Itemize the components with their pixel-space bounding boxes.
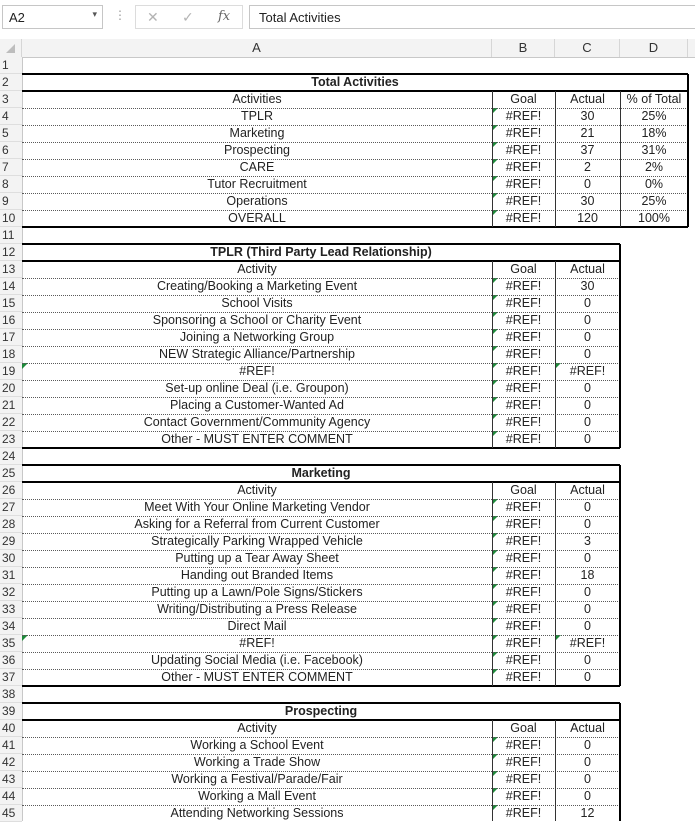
- cell-border: [22, 108, 688, 109]
- tplr-activity-cell[interactable]: Joining a Networking Group: [179, 330, 335, 344]
- row-header-27[interactable]: 27: [0, 499, 22, 516]
- marketing-goal-cell[interactable]: #REF!: [505, 551, 542, 565]
- row-header-32[interactable]: 32: [0, 584, 22, 601]
- tplr-goal-cell[interactable]: #REF!: [505, 279, 542, 293]
- row-header-41[interactable]: 41: [0, 737, 22, 754]
- marketing-goal-cell[interactable]: #REF!: [505, 619, 542, 633]
- total_activities-goal-cell[interactable]: #REF!: [505, 109, 542, 123]
- column-header-a[interactable]: A: [22, 39, 492, 57]
- cell-border: [22, 481, 620, 483]
- row-header-13[interactable]: 13: [0, 261, 22, 278]
- marketing-goal-cell[interactable]: #REF!: [505, 602, 542, 616]
- marketing-goal-cell[interactable]: #REF!: [505, 585, 542, 599]
- tplr-goal-cell[interactable]: #REF!: [505, 381, 542, 395]
- tplr-actual-cell[interactable]: 0: [584, 330, 591, 344]
- marketing-activity-cell[interactable]: Writing/Distributing a Press Release: [157, 602, 357, 616]
- cell-border: [22, 754, 620, 755]
- row-header-17[interactable]: 17: [0, 329, 22, 346]
- row-header-8[interactable]: 8: [0, 176, 22, 193]
- tplr-activity-cell[interactable]: NEW Strategic Alliance/Partnership: [159, 347, 355, 361]
- row-header-42[interactable]: 42: [0, 754, 22, 771]
- marketing-activity-cell[interactable]: Other - MUST ENTER COMMENT: [161, 670, 353, 684]
- prospecting-actual-cell[interactable]: 12: [580, 806, 595, 820]
- marketing-header-actual[interactable]: Actual: [570, 483, 605, 497]
- tplr-goal-cell[interactable]: #REF!: [505, 313, 542, 327]
- tplr-goal-cell[interactable]: #REF!: [505, 432, 542, 446]
- marketing-actual-cell[interactable]: 0: [584, 551, 591, 565]
- cell-border: [22, 329, 620, 330]
- marketing-actual-cell[interactable]: 0: [584, 517, 591, 531]
- cell-border: [22, 601, 620, 602]
- total_activities-goal-cell[interactable]: #REF!: [505, 143, 542, 157]
- marketing-goal-cell[interactable]: #REF!: [505, 500, 542, 514]
- marketing-actual-cell[interactable]: 0: [584, 670, 591, 684]
- cell-border: [620, 91, 621, 227]
- row-header-1[interactable]: 1: [0, 57, 22, 74]
- prospecting-goal-cell[interactable]: #REF!: [505, 806, 542, 820]
- formula-input-value: Total Activities: [259, 10, 341, 25]
- cell-border: [22, 618, 620, 619]
- cell-border: [619, 465, 621, 686]
- total_activities-header-actual[interactable]: Actual: [570, 92, 605, 106]
- marketing-goal-cell[interactable]: #REF!: [505, 568, 542, 582]
- fx-icon[interactable]: fx: [218, 9, 231, 24]
- tplr-actual-cell[interactable]: 30: [580, 279, 595, 293]
- cell-border: [22, 669, 620, 670]
- prospecting-goal-cell[interactable]: #REF!: [505, 789, 542, 803]
- marketing-activity-cell[interactable]: #REF!: [239, 636, 275, 650]
- marketing-actual-cell[interactable]: 18: [580, 568, 595, 582]
- prospecting-actual-cell[interactable]: 0: [584, 755, 591, 769]
- marketing-activity-cell[interactable]: Handing out Branded Items: [180, 568, 334, 582]
- tplr-title[interactable]: TPLR (Third Party Lead Relationship): [210, 245, 432, 259]
- tplr-activity-cell[interactable]: Contact Government/Community Agency: [143, 415, 371, 429]
- row-header-18[interactable]: 18: [0, 346, 22, 363]
- tplr-goal-cell[interactable]: #REF!: [505, 364, 542, 378]
- total_activities-actual-cell[interactable]: 30: [580, 194, 595, 208]
- cell-border: [22, 533, 620, 534]
- total_activities-activity-cell[interactable]: TPLR: [241, 109, 273, 123]
- marketing-activity-cell[interactable]: Putting up a Tear Away Sheet: [175, 551, 339, 565]
- chevron-down-icon[interactable]: ▾: [92, 9, 97, 19]
- total_activities-pct-cell[interactable]: 25%: [641, 194, 667, 208]
- tplr-activity-cell[interactable]: #REF!: [239, 364, 275, 378]
- marketing-actual-cell[interactable]: #REF!: [569, 636, 606, 650]
- total_activities-actual-cell[interactable]: 0: [584, 177, 591, 191]
- row-header-21[interactable]: 21: [0, 397, 22, 414]
- cell-border: [22, 464, 620, 466]
- cell-border: [492, 261, 493, 448]
- row-header-26[interactable]: 26: [0, 482, 22, 499]
- tplr-activity-cell[interactable]: Placing a Customer-Wanted Ad: [170, 398, 344, 412]
- row-header-29[interactable]: 29: [0, 533, 22, 550]
- row-header-16[interactable]: 16: [0, 312, 22, 329]
- row-header-15[interactable]: 15: [0, 295, 22, 312]
- cell-border: [22, 125, 688, 126]
- row-header-7[interactable]: 7: [0, 159, 22, 176]
- tplr-actual-cell[interactable]: 0: [584, 296, 591, 310]
- cell-border: [492, 91, 493, 227]
- tplr-goal-cell[interactable]: #REF!: [505, 415, 542, 429]
- cell-border: [22, 260, 620, 262]
- cell-border: [22, 652, 620, 653]
- marketing-goal-cell[interactable]: #REF!: [505, 653, 542, 667]
- cell-border: [22, 635, 620, 636]
- tplr-actual-cell[interactable]: 0: [584, 381, 591, 395]
- total_activities-activity-cell[interactable]: Tutor Recruitment: [207, 177, 307, 191]
- prospecting-activity-cell[interactable]: Working a Trade Show: [193, 755, 321, 769]
- row-header-34[interactable]: 34: [0, 618, 22, 635]
- cell-border: [22, 447, 620, 449]
- marketing-actual-cell[interactable]: 0: [584, 602, 591, 616]
- prospecting-activity-cell[interactable]: Working a Festival/Parade/Fair: [171, 772, 343, 786]
- cell-border: [22, 312, 620, 313]
- tplr-goal-cell[interactable]: #REF!: [505, 330, 542, 344]
- marketing-actual-cell[interactable]: 0: [584, 619, 591, 633]
- total_activities-activity-cell[interactable]: OVERALL: [228, 211, 286, 225]
- total_activities-goal-cell[interactable]: #REF!: [505, 126, 542, 140]
- column-header-b[interactable]: B: [492, 39, 555, 57]
- cell-border: [22, 193, 688, 194]
- cell-border: [22, 363, 620, 364]
- cell-border: [22, 499, 620, 500]
- tplr-header-activity[interactable]: Activity: [237, 262, 277, 276]
- total_activities-pct-cell[interactable]: 0%: [644, 177, 664, 191]
- tplr-actual-cell[interactable]: 0: [584, 432, 591, 446]
- total_activities-pct-cell[interactable]: 100%: [638, 211, 670, 225]
- marketing-header-goal[interactable]: Goal: [510, 483, 537, 497]
- prospecting-activity-cell[interactable]: Working a School Event: [190, 738, 324, 752]
- formula-bar: [0, 0, 695, 36]
- tplr-activity-cell[interactable]: School Visits: [221, 296, 293, 310]
- total_activities-goal-cell[interactable]: #REF!: [505, 177, 542, 191]
- marketing-activity-cell[interactable]: Updating Social Media (i.e. Facebook): [151, 653, 363, 667]
- formula-buttons: [135, 5, 243, 29]
- row-header-4[interactable]: 4: [0, 108, 22, 125]
- prospecting-goal-cell[interactable]: #REF!: [505, 755, 542, 769]
- cell-border: [492, 482, 493, 686]
- marketing-activity-cell[interactable]: Direct Mail: [227, 619, 287, 633]
- total_activities-activity-cell[interactable]: Marketing: [229, 126, 285, 140]
- prospecting-activity-cell[interactable]: Working a Mall Event: [198, 789, 316, 803]
- tplr-activity-cell[interactable]: Creating/Booking a Marketing Event: [156, 279, 358, 293]
- cell-border: [22, 414, 620, 415]
- cell-border: [492, 720, 493, 821]
- cancel-icon[interactable]: ✕: [147, 9, 159, 25]
- marketing-title[interactable]: Marketing: [291, 466, 351, 480]
- cell-border: [22, 397, 620, 398]
- total_activities-goal-cell[interactable]: #REF!: [505, 194, 542, 208]
- marketing-activity-cell[interactable]: Meet With Your Online Marketing Vendor: [144, 500, 370, 514]
- cell-border: [22, 685, 620, 687]
- cell-border: [555, 91, 556, 227]
- row-header-39[interactable]: 39: [0, 703, 22, 720]
- marketing-actual-cell[interactable]: 0: [584, 653, 591, 667]
- row-header-19[interactable]: 19: [0, 363, 22, 380]
- total_activities-activity-cell[interactable]: Prospecting: [223, 143, 290, 157]
- cell-border: [619, 703, 621, 821]
- row-header-9[interactable]: 9: [0, 193, 22, 210]
- cell-border: [22, 550, 620, 551]
- prospecting-actual-cell[interactable]: 0: [584, 738, 591, 752]
- cell-border: [22, 719, 620, 721]
- column-header: [0, 39, 695, 58]
- select-all-corner[interactable]: [0, 39, 22, 57]
- tplr-goal-cell[interactable]: #REF!: [505, 347, 542, 361]
- total_activities-title[interactable]: Total Activities: [311, 75, 399, 89]
- row-header-12[interactable]: 12: [0, 244, 22, 261]
- cell-border: [22, 278, 620, 279]
- prospecting-header-actual[interactable]: Actual: [570, 721, 605, 735]
- select-all-icon: [6, 44, 15, 53]
- tplr-goal-cell[interactable]: #REF!: [505, 398, 542, 412]
- row-header-45[interactable]: 45: [0, 805, 22, 822]
- row-header-22[interactable]: 22: [0, 414, 22, 431]
- tplr-actual-cell[interactable]: 0: [584, 398, 591, 412]
- cell-border: [22, 295, 620, 296]
- row-header-23[interactable]: 23: [0, 431, 22, 448]
- tplr-header-goal[interactable]: Goal: [510, 262, 537, 276]
- total_activities-pct-cell[interactable]: 25%: [641, 109, 667, 123]
- cell-border: [22, 805, 620, 806]
- row-header-40[interactable]: 40: [0, 720, 22, 737]
- more-options-icon[interactable]: ⋮: [114, 8, 126, 22]
- total_activities-activity-cell[interactable]: CARE: [239, 160, 275, 174]
- prospecting-activity-cell[interactable]: Attending Networking Sessions: [170, 806, 344, 820]
- tplr-goal-cell[interactable]: #REF!: [505, 296, 542, 310]
- name-box-value: A2: [9, 10, 25, 25]
- row-header: [0, 57, 23, 821]
- total_activities-actual-cell[interactable]: 120: [577, 211, 598, 225]
- row-header-30[interactable]: 30: [0, 550, 22, 567]
- cell-border: [22, 90, 688, 92]
- row-header-2[interactable]: 2: [0, 74, 22, 91]
- total_activities-header-pct[interactable]: % of Total: [626, 92, 682, 106]
- marketing-goal-cell[interactable]: #REF!: [505, 670, 542, 684]
- column-header-c[interactable]: C: [555, 39, 620, 57]
- total_activities-actual-cell[interactable]: 2: [584, 160, 591, 174]
- cell-border: [22, 159, 688, 160]
- total_activities-actual-cell[interactable]: 30: [580, 109, 595, 123]
- prospecting-goal-cell[interactable]: #REF!: [505, 772, 542, 786]
- row-header-5[interactable]: 5: [0, 125, 22, 142]
- total_activities-header-goal[interactable]: Goal: [510, 92, 537, 106]
- marketing-header-activity[interactable]: Activity: [237, 483, 277, 497]
- cell-border: [22, 243, 620, 245]
- tplr-actual-cell[interactable]: 0: [584, 347, 591, 361]
- formula-input[interactable]: [249, 5, 695, 29]
- tplr-actual-cell[interactable]: 0: [584, 415, 591, 429]
- prospecting-header-activity[interactable]: Activity: [237, 721, 277, 735]
- sheet-grid[interactable]: [22, 57, 695, 821]
- row-header-37[interactable]: 37: [0, 669, 22, 686]
- cell-border: [22, 788, 620, 789]
- row-header-31[interactable]: 31: [0, 567, 22, 584]
- cell-border: [555, 482, 556, 686]
- row-header-10[interactable]: 10: [0, 210, 22, 227]
- enter-icon[interactable]: ✓: [182, 9, 194, 25]
- row-header-36[interactable]: 36: [0, 652, 22, 669]
- cell-border: [22, 346, 620, 347]
- cell-border: [619, 244, 621, 448]
- tplr-activity-cell[interactable]: Sponsoring a School or Charity Event: [152, 313, 362, 327]
- cell-border: [22, 516, 620, 517]
- total_activities-activity-cell[interactable]: Operations: [226, 194, 288, 208]
- tplr-actual-cell[interactable]: #REF!: [569, 364, 606, 378]
- cell-border: [22, 210, 688, 211]
- prospecting-goal-cell[interactable]: #REF!: [505, 738, 542, 752]
- marketing-activity-cell[interactable]: Strategically Parking Wrapped Vehicle: [151, 534, 363, 548]
- cell-border: [687, 74, 689, 227]
- total_activities-header-activity[interactable]: Activities: [232, 92, 282, 106]
- row-header-24[interactable]: 24: [0, 448, 22, 465]
- cell-border: [22, 226, 688, 228]
- total_activities-goal-cell[interactable]: #REF!: [505, 211, 542, 225]
- cell-border: [22, 380, 620, 381]
- row-header-38[interactable]: 38: [0, 686, 22, 703]
- row-header-3[interactable]: 3: [0, 91, 22, 108]
- prospecting-actual-cell[interactable]: 0: [584, 772, 591, 786]
- tplr-activity-cell[interactable]: Set-up online Deal (i.e. Groupon): [165, 381, 349, 395]
- total_activities-pct-cell[interactable]: 2%: [644, 160, 664, 174]
- column-header-d[interactable]: D: [620, 39, 688, 57]
- row-header-33[interactable]: 33: [0, 601, 22, 618]
- row-header-43[interactable]: 43: [0, 771, 22, 788]
- total_activities-pct-cell[interactable]: 18%: [641, 126, 667, 140]
- prospecting-header-goal[interactable]: Goal: [510, 721, 537, 735]
- total_activities-actual-cell[interactable]: 21: [580, 126, 595, 140]
- marketing-goal-cell[interactable]: #REF!: [505, 534, 542, 548]
- row-header-20[interactable]: 20: [0, 380, 22, 397]
- cell-border: [555, 261, 556, 448]
- cell-border: [555, 720, 556, 821]
- marketing-actual-cell[interactable]: 0: [584, 500, 591, 514]
- marketing-actual-cell[interactable]: 3: [584, 534, 591, 548]
- cell-border: [22, 702, 620, 704]
- row-header-25[interactable]: 25: [0, 465, 22, 482]
- total_activities-actual-cell[interactable]: 37: [580, 143, 595, 157]
- cell-border: [22, 142, 688, 143]
- row-header-11[interactable]: 11: [0, 227, 22, 244]
- tplr-activity-cell[interactable]: Other - MUST ENTER COMMENT: [161, 432, 353, 446]
- marketing-actual-cell[interactable]: 0: [584, 585, 591, 599]
- marketing-activity-cell[interactable]: Putting up a Lawn/Pole Signs/Stickers: [151, 585, 363, 599]
- cell-border: [22, 73, 688, 75]
- marketing-activity-cell[interactable]: Asking for a Referral from Current Customer: [134, 517, 380, 531]
- name-box[interactable]: [2, 5, 103, 29]
- cell-border: [22, 567, 620, 568]
- cell-border: [22, 737, 620, 738]
- marketing-goal-cell[interactable]: #REF!: [505, 636, 542, 650]
- cell-border: [22, 771, 620, 772]
- cell-border: [22, 176, 688, 177]
- cell-border: [22, 584, 620, 585]
- row-header-44[interactable]: 44: [0, 788, 22, 805]
- row-header-35[interactable]: 35: [0, 635, 22, 652]
- total_activities-pct-cell[interactable]: 31%: [641, 143, 667, 157]
- marketing-goal-cell[interactable]: #REF!: [505, 517, 542, 531]
- total_activities-goal-cell[interactable]: #REF!: [505, 160, 542, 174]
- tplr-header-actual[interactable]: Actual: [570, 262, 605, 276]
- tplr-actual-cell[interactable]: 0: [584, 313, 591, 327]
- row-header-14[interactable]: 14: [0, 278, 22, 295]
- prospecting-title[interactable]: Prospecting: [284, 704, 358, 718]
- row-header-28[interactable]: 28: [0, 516, 22, 533]
- cell-border: [22, 431, 620, 432]
- prospecting-actual-cell[interactable]: 0: [584, 789, 591, 803]
- row-header-6[interactable]: 6: [0, 142, 22, 159]
